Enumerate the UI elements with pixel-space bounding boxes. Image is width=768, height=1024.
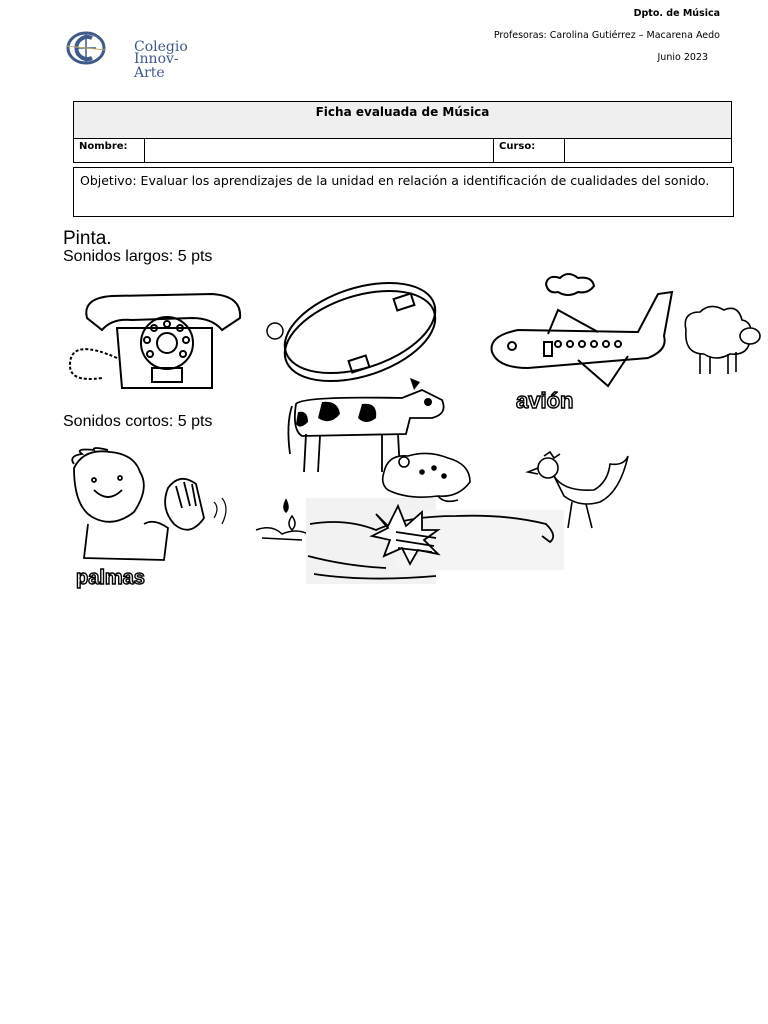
telephone-icon[interactable] (62, 288, 247, 398)
logo-line-1: Colegio (134, 39, 188, 55)
school-crest-icon (64, 28, 108, 68)
airplane-label-art (514, 386, 634, 416)
short-sounds-heading: Sonidos cortos: 5 pts (63, 413, 213, 430)
evaluation-header-table (73, 101, 732, 163)
objective-box: Objetivo: Evaluar los aprendizajes de la unidad en relación a identificación de cualidades del sonido. (73, 167, 734, 217)
paint-instruction: Pinta. (63, 228, 112, 249)
hand-slap-icon[interactable] (306, 496, 566, 586)
department-label: Dpto. de Música (633, 8, 720, 19)
date-label: Junio 2023 (657, 52, 708, 63)
teachers-label: Profesoras: Carolina Gutiérrez – Macarena Aedo (493, 30, 720, 41)
course-field[interactable] (565, 139, 732, 163)
course-label: Curso: (494, 139, 565, 163)
water-drops-icon[interactable] (252, 494, 312, 544)
sheep-icon[interactable] (680, 300, 765, 380)
clapping-boy-icon[interactable] (64, 448, 234, 568)
clapping-label-art (74, 562, 194, 592)
name-field[interactable] (145, 139, 494, 163)
long-sounds-heading: Sonidos largos: 5 pts (63, 248, 213, 265)
tambourine-icon[interactable] (265, 276, 445, 386)
name-label: Nombre: (74, 139, 145, 163)
airplane-label: avión (516, 388, 574, 413)
airplane-icon[interactable] (488, 270, 678, 405)
school-logo (64, 28, 204, 81)
logo-line-2: Innov-Arte (134, 51, 179, 81)
sheet-title: Ficha evaluada de Música (74, 102, 732, 139)
clapping-label: palmas (76, 567, 145, 589)
